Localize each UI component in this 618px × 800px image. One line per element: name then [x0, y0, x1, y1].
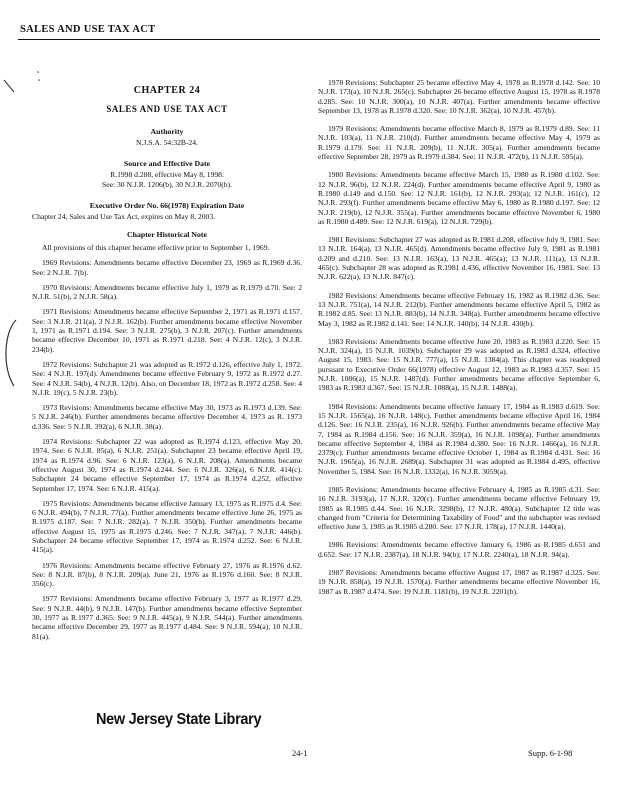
margin-bracket-mark — [0, 318, 18, 388]
history-paragraph: 1977 Revisions: Amendments became effective February 3, 1977 as R.1977 d.29. See: 9 N.J.R. 44(b), 9 N.J.R. 147(b). Further amendments became effective September 30, 1977 as R.1977 d.365. See: 9 N.J.R. 445(a), 9 N.J.R. 544(a). Further amendments became effective December 29, 1977 as R.1977 d.484. See: 9 N.J.R. 594(a), 10 N.J.R. 81(a). — [32, 594, 302, 641]
history-paragraph: 1976 Revisions: Amendments became effective February 27, 1976 as R.1976 d.62. See: 8 N.J.R. 87(b), 8 N.J.R. 209(a). June 21, 1976 as R.1976 d.160. See: 8 N.J.R. 356(c). — [32, 560, 302, 589]
library-stamp: New Jersey State Library — [96, 711, 262, 729]
history-paragraph: All provisions of this chapter became effective prior to September 1, 1969. — [42, 242, 270, 252]
expiration-heading: Executive Order No. 66(1978) Expiration Date — [89, 201, 245, 211]
history-paragraph: 1984 Revisions: Amendments became effective January 17, 1984 as R.1983 d.619. See: 15 N.J.R. 1565(a), 16 N.J.R. 148(c). Further amendments became effective April 16, 1984 d.126. See: 16 N.J.R. 235(a), 16 N.J.R. 926(b). Further amendments became effective May 7, 1984 as R.1984 d.156. See: 16 N.J.R. 359(a), 16 N.J.R. 1098(a). Further amendments became effective September 4, 1984 as R.1984 d.380. See: 16 N.J.R. 1466(a), 16 N.J.R. 2379(c). Further amendments became effective October 1, 1984 as R.1984 d.431. See: 16 N.J.R. 1965(a), 16 N.J.R. 2689(a). Subchapter 31 was adopted as R.1984 d.495, effective November 5, 1984. See: 16 N.J.R. 1332(a), 16 N.J.R. 3059(a). — [318, 401, 600, 476]
history-paragraph: 1986 Revisions: Amendments became effective January 6, 1986 as R.1985 d.651 and d.652. See: 17 N.J.R. 2387(a), 18 N.J.R. 94(b); 17 N.J.R. 2240(a), 18 N.J.R. 94(a). — [318, 540, 600, 559]
authority-text: N.J.S.A. 54:32B-24. — [135, 137, 199, 147]
expiration-text: Chapter 24, Sales and Use Tax Act, expires on May 8, 2003. — [32, 212, 216, 222]
supplement-date: Supp. 6-1-98 — [528, 748, 573, 758]
history-paragraph: 1972 Revisions: Subchapter 21 was adopted as R.1972 d.126, effective July 1, 1972. See: 4 N.J.R. 197(d). Amendments became effective February 9, 1972 as R.1972 d.27. See: 4 N.J.R. 54(b), 4 N.J.R. 12(b). Also, on December 18, 1972 as R.1972 d.258. See: 4 N.J.R. 19(c), 5 N.J.R. 23(b). — [32, 359, 302, 397]
page-number: 24-1 — [292, 748, 308, 758]
history-paragraph: 1969 Revisions: Amendments became effective December 23, 1969 as R.1969 d.36. See: 2 N.J.R. 7(b). — [32, 258, 302, 277]
history-paragraph: 1981 Revisions: Subchapter 27 was adopted as R.1981 d.208, effective July 9, 1981. See: 13 N.J.R. 164(a), 13 N.J.R. 465(d). Amendments became effective July 9, 1981 as R.1981 d.209 and d.210. See: 13 N.J.R. 163(a), 13 N.J.R. 465(a); 13 N.J.R. 111(a), 13 N.J.R. 465(c). Subchapter 28 was adopted as R.1981 d.436, effective November 16, 1981. See: 13 N.J.R. 622(a), 13 N.J.R. 847(c). — [318, 235, 600, 282]
history-paragraph: 1979 Revisions: Amendments became effective March 8, 1979 as R.1979 d.89. See: 11 N.J.R. 103(a), 11 N.J.R. 210(d). Further amendments became effective May 4, 1979 as R.1979 d.179. See: 11 N.J.R. 209(b), 11 N.J.R. 305(a). Further amendments became effective September 28, 1979 as R.1979 d.384. See: 11 N.J.R. 472(b), 11 N.J.R. 595(a). — [318, 124, 600, 162]
source-line: R.1998 d.288, effective May 8, 1998. — [110, 170, 224, 180]
history-paragraph: 1975 Revisions: Amendments became effective January 13, 1975 as R.1975 d.4. See: 6 N.J.R. 494(b), 7 N.J.R. 77(a). Further amendments became effective June 26, 1975 as R.1975 d.187. See: 7 N.J.R. 282(a), 7 N.J.R. 350(b). Further amendments became effective August 15, 1975 as R.1975 d.246. See: 7 N.J.R. 347(a), 7 N.J.R. 446(b). Subchapter 24 became effective September 17, 1974 as R.1974 d.252. See: 6 N.J.R. 415(a). — [32, 498, 302, 555]
history-paragraph: 1970 Revisions: Amendments became effective July 1, 1979 as R.1979 d.70. See: 2 N.J.R. 51(b), 2 N.J.R. 58(a). — [32, 282, 302, 302]
history-paragraph: 1985 Revisions: Amendments became effective February 4, 1985 as R.1985 d.31. See: 16 N.J.R. 3193(a), 17 N.J.R. 320(c). Further amendments became effective February 19, 1985 as R.1985 d.44. See: 16 N.J.R. 3298(b), 17 N.J.R. 480(a). Subchapter 12 title was changed from "Criteria for Determining Taxability of Food" and the subchapter was revised effective June 3, 1985 as R.1985 d.280. See: 17 N.J.R. 178(a), 17 N.J.R. 1440(a). — [318, 484, 600, 532]
history-paragraph: 1973 Revisions: Amendments became effective May 30, 1973 as R.1973 d.139. See: 5 N.J.R. 246(b). Further amendments became effective December 4, 1973 as R. 1973 d.336. See: 5 N.J.R. 392(a), 6 N.J.R. 38(a). — [32, 403, 302, 431]
running-header: SALES AND USE TAX ACT — [20, 24, 156, 35]
history-paragraph: 1983 Revisions: Amendments became effective June 20, 1983 as R.1983 d.220. See: 15 N.J.R. 324(a), 15 N.J.R. 1039(b). Subchapter 29 was adopted as R.1983 d.324, effective August 15, 1983. See: 15 N.J.R. 777(a), 15 N.J.R. 1384(a). This chapter was readopted pursuant to Executive Order 66(1978) effective August 12, 1983 as R.1983 d.357. See: 15 N.J.R. 1086(a), 15 N.J.R. 1487(d). Further amendments became effective September 6, 1983 as R.1983 d.367. See: 15 N.J.R. 1088(a), 15 N.J.R. 1488(a). — [318, 336, 600, 393]
chapter-title: SALES AND USE TAX ACT — [106, 104, 228, 115]
history-paragraph: 1980 Revisions: Amendments became effective March 15, 1980 as R.1980 d.102. See: 12 N.J.R. 96(b), 12 N.J.R. 224(d). Further amendments became effective April 9, 1980 as R.1980 d.149 and d.150. See: 12 N.J.R. 161(b), 12 N.J.R. 293(a); 12 N.J.R. 161(c), 12 N.J.R. 293(f). Further amendments became effective May 6, 1980 as R.1980 d.197. See: 12 N.J.R. 219(b), 12 N.J.R. 355(a). Further amendments became effective November 6, 1980 as R.1980 d.489. See: 12 N.J.R. 619(a), 12 N.J.R. 729(b). — [318, 170, 600, 226]
history-paragraph: 1982 Revisions: Amendments became effective February 16, 1982 as R.1982 d.36. See: 13 N.J.R. 751(a), 14 N.J.R. 212(b). Further amendments became effective April 5, 1982 as R.1982 d.85. See: 13 N.J.R. 883(b), 14 N.J.R. 348(a). Further amendments became effective May 3, 1982 as R.1982 d.141. See: 14 N.J.R. 140(b), 14 N.J.R. 430(b). — [318, 290, 600, 328]
history-paragraph: 1974 Revisions: Subchapter 22 was adopted as R.1974 d.123, effective May 20, 1974. See: 6 N.J.R. 85(a), 6 N.J.R. 251(a). Subchapter 23 became effective April 19, 1974 as R.1974 d.96. See: 6 N.J.R. 123(a), 6 N.J.R. 208(a). Amendments became effective August 30, 1974 as R.1974 d.244. See: 6 N.J.R. 326(a), 6 N.J.R. 414(c). Subchapter 24 became effective September 17, 1974 as R.1974 d.252, effective September 17, 1974. See: 6 N.J.R. 415(a). — [32, 437, 302, 493]
left-column — [32, 78, 302, 647]
header-rule — [18, 39, 600, 40]
chapter-number: CHAPTER 24 — [133, 85, 201, 96]
authority-heading: Authority — [150, 126, 184, 136]
right-column — [318, 78, 600, 605]
history-paragraph: 1971 Revisions: Amendments became effective September 2, 1971 as R.1971 d.157. See: 3 N.J.R. 211(a), 3 N.J.R. 162(b). Further amendments became effective November 1, 1971 as R.1971 d.194. See: 3 N.J.R. 275(b), 3 N.J.R. 207(c). Further amendments became effective December 10, 1971 as R.1971 d.218. See: 4 N.J.R. 12(c), 3 N.J.R. 234(b). — [32, 307, 302, 354]
history-heading: Chapter Historical Note — [127, 229, 207, 239]
history-paragraph: 1978 Revisions: Subchapter 25 became effective May 4, 1978 as R.1978 d.142. See: 10 N.J.R. 173(a), 10 N.J.R. 265(c). Subchapter 26 became effective August 15, 1978 as R.1978 d.285. See: 10 N.J.R. 300(a), 10 N.J.R. 407(a). Further amendments became effective September 13, 1978 as R.1978 d.320. See: 10 N.J.R. 362(a), 10 N.J.R. 457(b). — [318, 78, 600, 115]
source-line: See: 30 N.J.R. 1206(b), 30 N.J.R. 2070(b). — [102, 179, 232, 189]
source-heading: Source and Effective Date — [123, 159, 211, 169]
history-paragraph: 1987 Revisions: Amendments became effective August 17, 1987 as R.1987 d.325. See: 19 N.J.R. 858(a), 19 N.J.R. 1570(a). Further amendments became effective November 16, 1987 as R.1987 d.474. See: 19 N.J.R. 1181(b), 19 N.J.R. 2201(b). — [318, 568, 600, 596]
